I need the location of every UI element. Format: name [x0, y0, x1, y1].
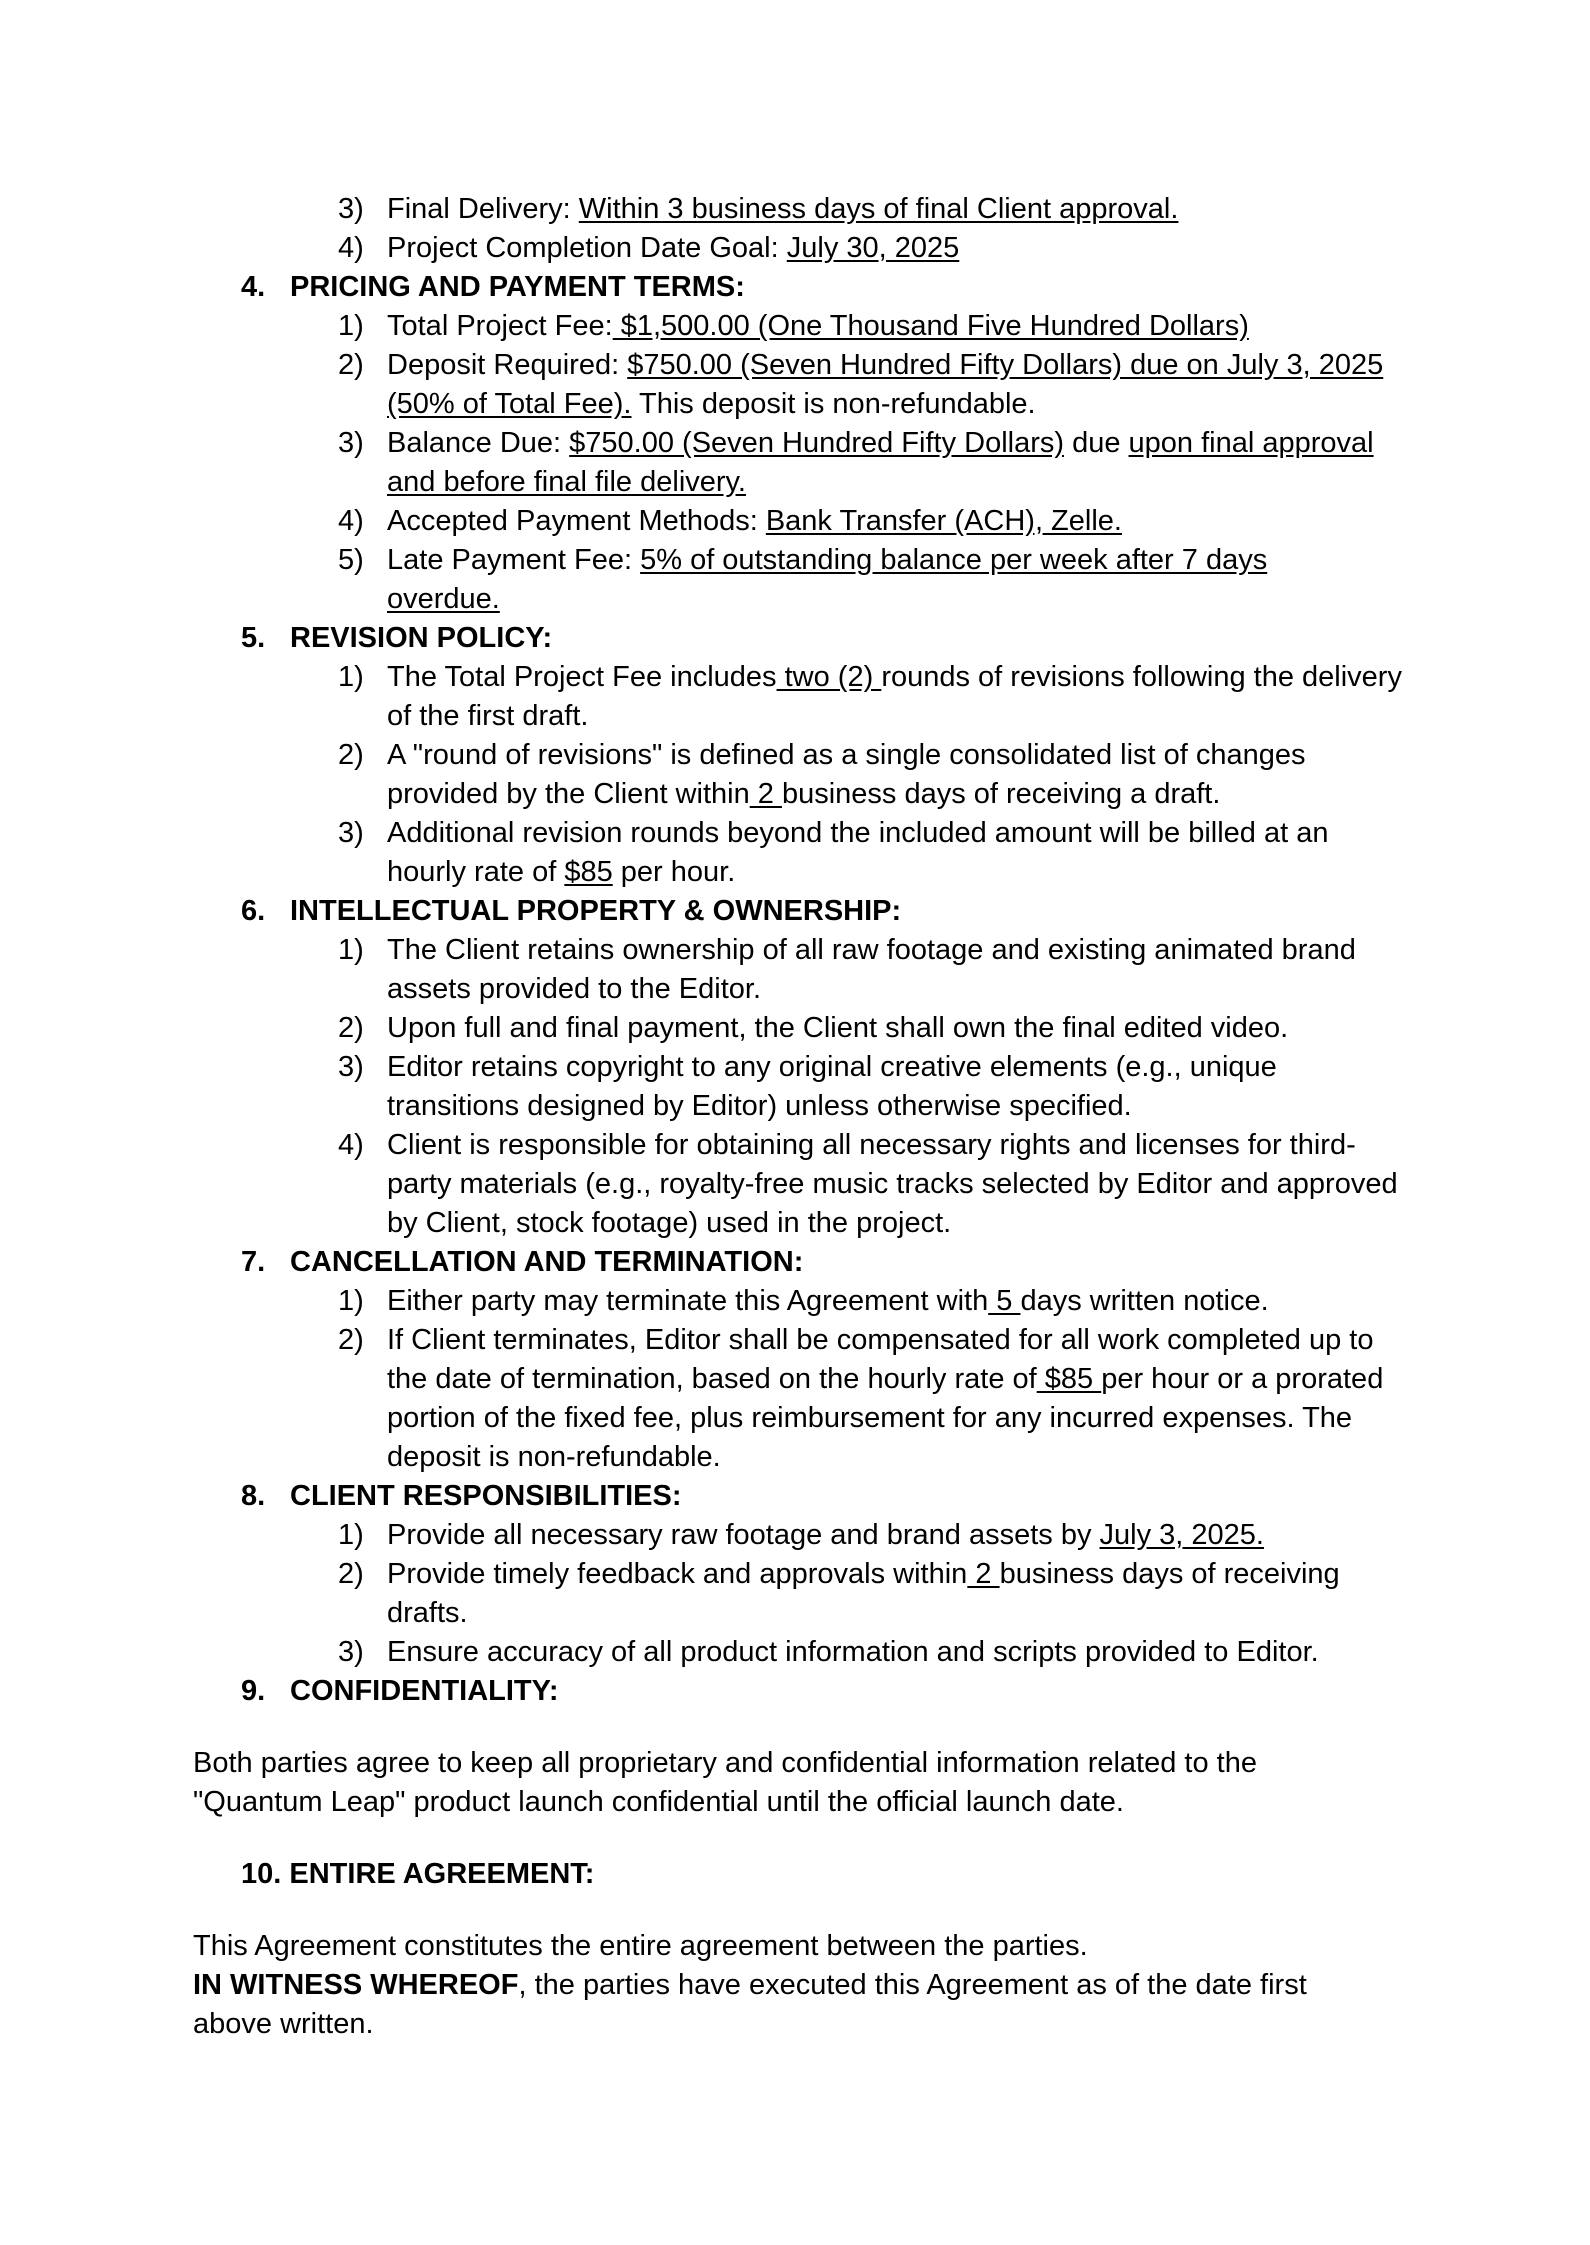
- section-confidentiality: [0, 1672, 1590, 1711]
- confidentiality-paragraph: Both parties agree to keep all proprietary and confidential information related to the "Quantum Leap" product launch confidential until the official launch date.: [193, 1747, 1257, 1818]
- list-item: 1) The Client retains ownership of all raw footage and existing animated brand assets provided to the Editor.: [338, 934, 1356, 1005]
- list-item: 3) Editor retains copyright to any original creative elements (e.g., unique transitions designed by Editor) unless otherwise specified.: [338, 1051, 1277, 1122]
- section-heading: 5. REVISION POLICY:: [241, 622, 553, 654]
- list-item: 2) If Client terminates, Editor shall be compensated for all work completed up to the date of termination, based on the hourly rate of $85 per hour or a prorated portion of the fixed fee, plus reimbursement for any incurred expenses. The deposit is non-refundable.: [338, 1324, 1384, 1473]
- list-item: 1) Provide all necessary raw footage and brand assets by July 3, 2025.: [338, 1519, 1264, 1551]
- section-pricing-payment: [0, 268, 1590, 307]
- list-item: 2) A "round of revisions" is defined as a single consolidated list of changes provided by the Client within 2 business days of receiving a draft.: [338, 739, 1306, 810]
- section-heading: 8. CLIENT RESPONSIBILITIES:: [241, 1480, 682, 1512]
- list-item: 3) Additional revision rounds beyond the included amount will be billed at an hourly rate of $85 per hour.: [338, 817, 1329, 888]
- list-item: 5) Late Payment Fee: 5% of outstanding balance per week after 7 days overdue.: [338, 544, 1268, 615]
- section-revision-policy: [0, 619, 1590, 658]
- section-cancellation: [0, 1243, 1590, 1282]
- list-item: 3) Final Delivery: Within 3 business days of final Client approval.: [338, 193, 1179, 225]
- section-heading: 9. CONFIDENTIALITY:: [241, 1675, 559, 1707]
- entire-agreement-paragraph: This Agreement constitutes the entire agreement between the parties.: [193, 1930, 1088, 1962]
- section-heading: 4. PRICING AND PAYMENT TERMS:: [241, 271, 745, 303]
- section-entire-agreement: [0, 1855, 1590, 1894]
- section-client-responsibilities: [0, 1477, 1590, 1516]
- list-item: 2) Upon full and final payment, the Client shall own the final edited video.: [338, 1012, 1289, 1044]
- list-item: 4) Client is responsible for obtaining all necessary rights and licenses for third-party materials (e.g., royalty-free music tracks selected by Editor and approved by Client, stock footage) used in the project.: [338, 1129, 1398, 1239]
- list-item: 4) Accepted Payment Methods: Bank Transfer (ACH), Zelle.: [338, 505, 1122, 537]
- list-item: 2) Provide timely feedback and approvals within 2 business days of receiving drafts.: [338, 1558, 1340, 1629]
- list-item: 3) Balance Due: $750.00 (Seven Hundred Fifty Dollars) due upon final approval and before final file delivery.: [338, 427, 1374, 498]
- section-heading: 10. ENTIRE AGREEMENT:: [241, 1858, 595, 1890]
- section-intellectual-property: [0, 892, 1590, 931]
- section-heading: 6. INTELLECTUAL PROPERTY & OWNERSHIP:: [241, 895, 902, 927]
- list-item: 2) Deposit Required: $750.00 (Seven Hundred Fifty Dollars) due on July 3, 2025 (50% of Total Fee). This deposit is non-refundable.: [338, 349, 1384, 420]
- list-item: 1) Total Project Fee: $1,500.00 (One Thousand Five Hundred Dollars): [338, 310, 1249, 342]
- list-item: 1) Either party may terminate this Agreement with 5 days written notice.: [338, 1285, 1269, 1317]
- list-item: 3) Ensure accuracy of all product information and scripts provided to Editor.: [338, 1636, 1319, 1668]
- section-heading: 7. CANCELLATION AND TERMINATION:: [241, 1246, 804, 1278]
- section-3-continuation: [0, 190, 1590, 268]
- list-item: 4) Project Completion Date Goal: July 30, 2025: [338, 232, 960, 264]
- witness-paragraph: IN WITNESS WHEREOF, the parties have executed this Agreement as of the date first above written.: [193, 1969, 1307, 2040]
- list-item: 1) The Total Project Fee includes two (2) rounds of revisions following the delivery of the first draft.: [338, 661, 1402, 732]
- contract-body: [0, 190, 1590, 2044]
